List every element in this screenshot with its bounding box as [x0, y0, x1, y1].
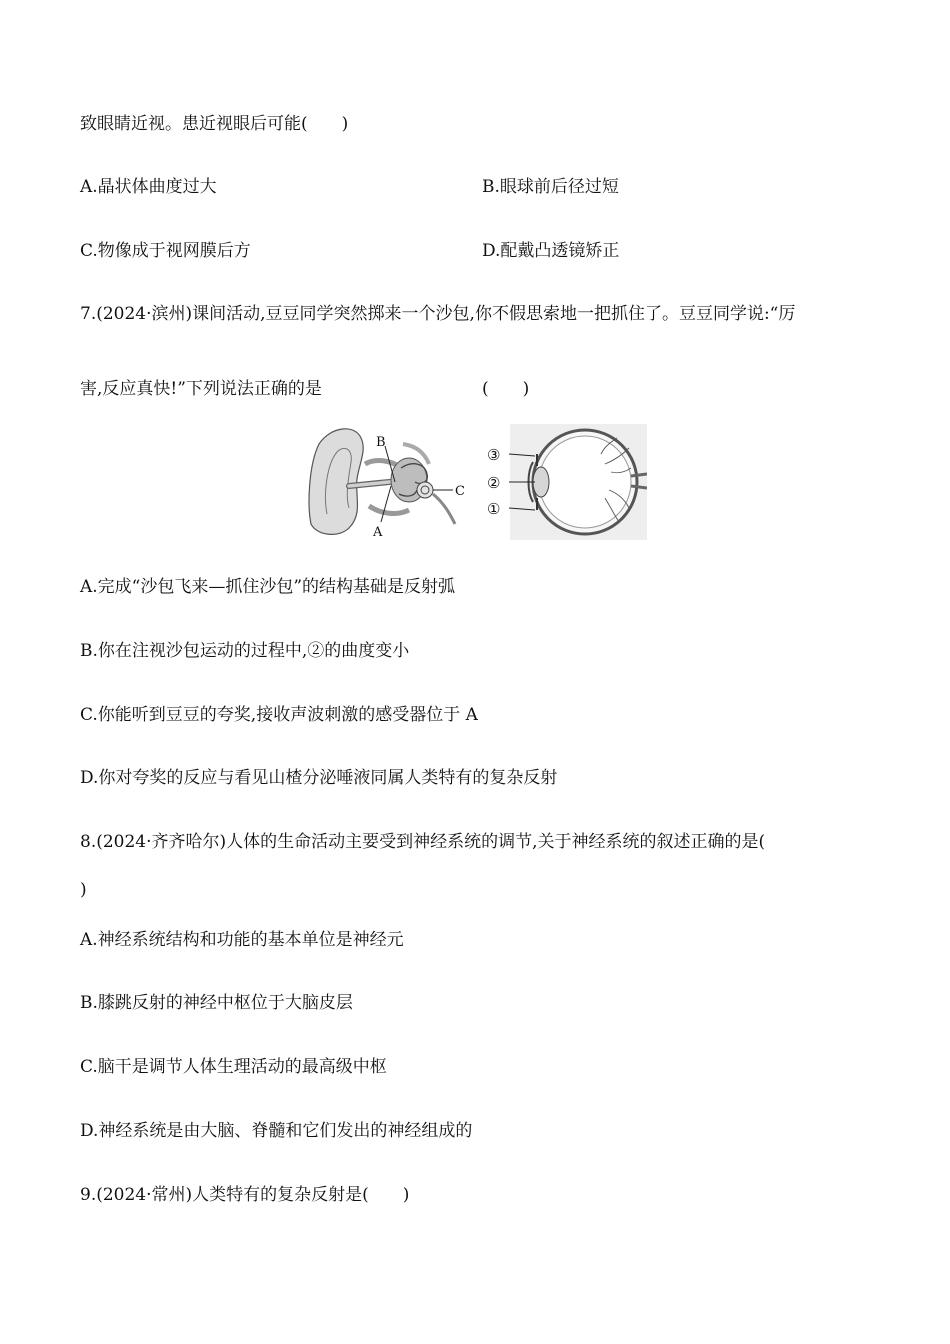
- q6-option-a[interactable]: A.晶状体曲度过大: [80, 177, 217, 197]
- ear-label-a: A: [373, 525, 383, 540]
- q7-option-c[interactable]: C.你能听到豆豆的夸奖,接收声波刺激的感受器位于 A: [80, 705, 478, 725]
- q9-stem: 9.(2024·常州)人类特有的复杂反射是( ): [80, 1185, 410, 1205]
- q8-option-b[interactable]: B.膝跳反射的神经中枢位于大脑皮层: [80, 993, 353, 1013]
- q8-stem-line2: ): [80, 880, 87, 900]
- q7-option-b[interactable]: B.你在注视沙包运动的过程中,②的曲度变小: [80, 641, 410, 661]
- eye-label-2: ②: [487, 474, 501, 492]
- q8-option-a[interactable]: A.神经系统结构和功能的基本单位是神经元: [80, 930, 404, 950]
- q7-option-d[interactable]: D.你对夸奖的反应与看见山楂分泌唾液同属人类特有的复杂反射: [80, 768, 558, 788]
- eye-label-3: ③: [487, 446, 501, 464]
- eye-diagram: [487, 424, 647, 540]
- eye-label-1: ①: [487, 500, 501, 518]
- q7-stem-line2: 害,反应真快!”下列说法正确的是: [80, 379, 322, 399]
- q8-option-d[interactable]: D.神经系统是由大脑、脊髓和它们发出的神经组成的: [80, 1121, 473, 1141]
- q6-stem: 致眼睛近视。患近视眼后可能( ): [80, 114, 349, 134]
- q6-option-c[interactable]: C.物像成于视网膜后方: [80, 241, 251, 261]
- q8-stem-line1: 8.(2024·齐齐哈尔)人体的生命活动主要受到神经系统的调节,关于神经系统的叙述正确的是(: [80, 832, 766, 852]
- ear-eye-figure: [305, 424, 647, 540]
- q7-option-a[interactable]: A.完成“沙包飞来—抓住沙包”的结构基础是反射弧: [80, 577, 456, 597]
- q8-option-c[interactable]: C.脑干是调节人体生理活动的最高级中枢: [80, 1057, 387, 1077]
- ear-label-b: B: [376, 435, 386, 450]
- q7-answer-bracket: ( ): [482, 379, 530, 399]
- ear-eye-illustration: [305, 424, 647, 540]
- q6-option-b[interactable]: B.眼球前后径过短: [482, 177, 619, 197]
- ear-diagram: [309, 429, 465, 540]
- ear-label-c: C: [455, 484, 465, 499]
- q6-option-d[interactable]: D.配戴凸透镜矫正: [482, 241, 620, 261]
- q7-stem-line1: 7.(2024·滨州)课间活动,豆豆同学突然掷来一个沙包,你不假思索地一把抓住了。豆豆同学说:“厉: [80, 304, 796, 324]
